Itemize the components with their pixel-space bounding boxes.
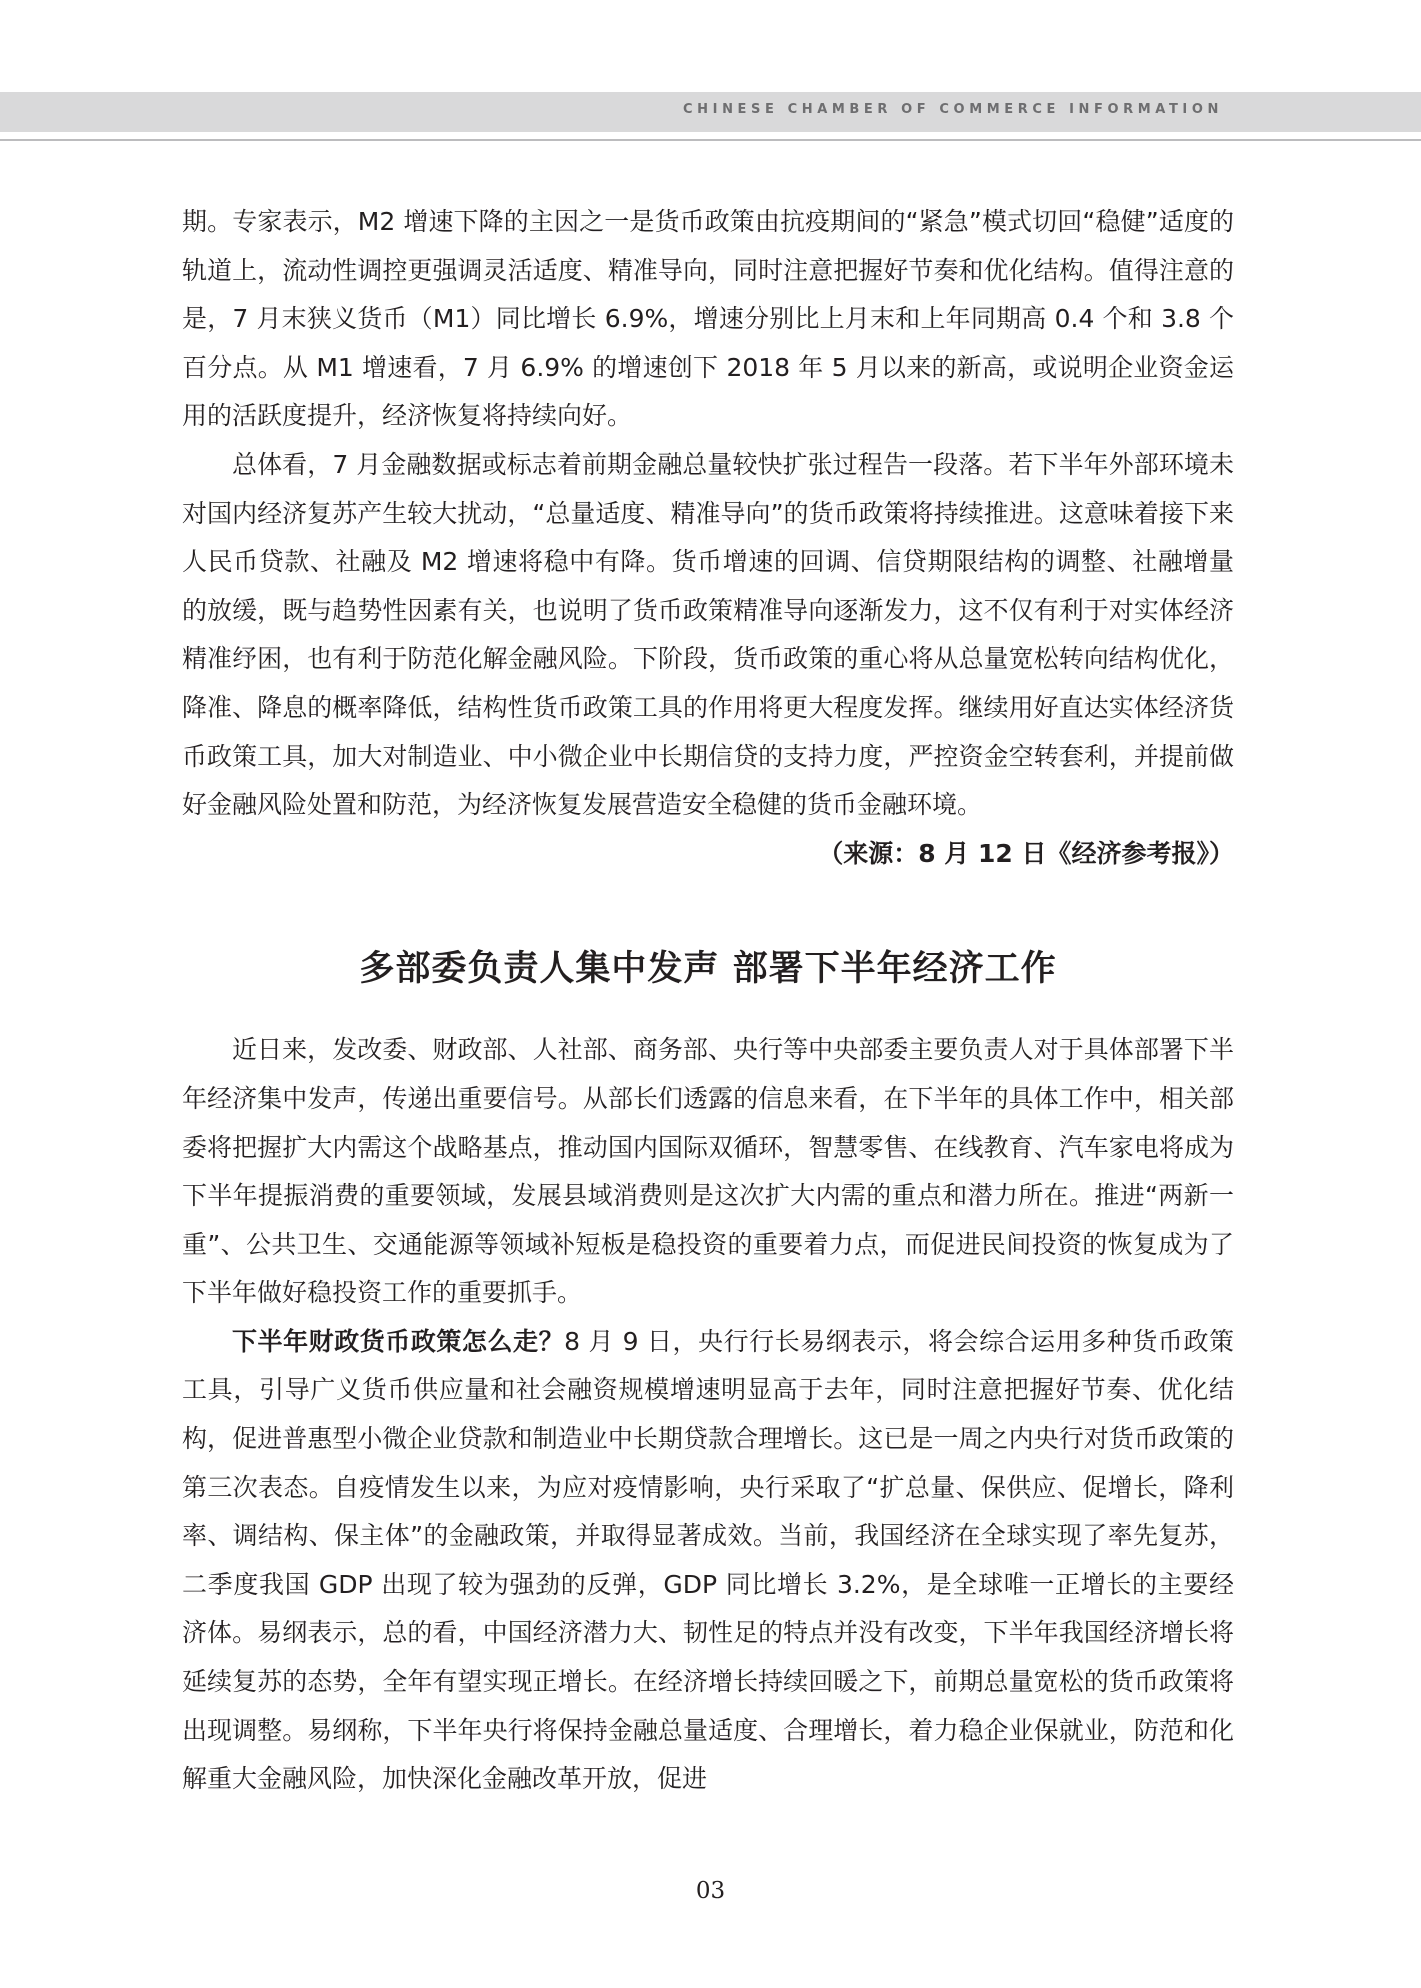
article2-paragraph-2 — [182, 1318, 1234, 1804]
article1-paragraph-2-wrap — [182, 441, 1234, 878]
article1-paragraph-2 — [182, 441, 1234, 868]
source-citation: （来源：8 月 12 日《经济参考报》） — [818, 838, 1234, 868]
article2-paragraph-2-body: 8 月 9 日，央行行长易纲表示，将会综合运用多种货币政策工具，引导广义货币供应量和社会融资规模增速明显高于去年，同时注意把握好节奏、优化结构，促进普惠型小微企业贷款和制造业中长期贷款合理增长。这已是一周之内央行对货币政策的第三次表态。自疫情发生以来，为应对疫情影响，央行采取了“扩总量、保供应、促增长，降利率、调结构、保主体”的金融政策，并取得显著成效。当前，我国经济在全球实现了率先复苏，二季度我国 GDP 出现了较为强劲的反弹，GDP 同比增长 3.2%，是全球唯一正增长的主要经济体。易纲表示，总的看，中国经济潜力大、韧性足的特点并没有改变，下半年我国经济增长将延续复苏的态势，全年有望实现正增长。在经济增长持续回暖之下，前期总量宽松的货币政策将出现调整。易纲称，下半年央行将保持金融总量适度、合理增长，着力稳企业保就业，防范和化解重大金融风险，加快深化金融改革开放，促进 — [182, 1326, 1234, 1794]
article2-paragraph-2-lead: 下半年财政货币政策怎么走？ — [232, 1326, 565, 1356]
article2-title: 多部委负责人集中发声 部署下半年经济工作 — [359, 949, 1057, 990]
running-header: CHINESE CHAMBER OF COMMERCE INFORMATION — [683, 102, 1223, 117]
page-number: 03 — [695, 1878, 726, 1904]
article2-paragraph-1: 近日来，发改委、财政部、人社部、商务部、央行等中央部委主要负责人对于具体部署下半年经济集中发声，传递出重要信号。从部长们透露的信息来看，在下半年的具体工作中，相关部委将把握扩大内需这个战略基点，推动国内国际双循环，智慧零售、在线教育、汽车家电将成为下半年提振消费的重要领域，发展县域消费则是这次扩大内需的重点和潜力所在。推进“两新一重”、公共卫生、交通能源等领域补短板是稳投资的重要着力点，而促进民间投资的恢复成为了下半年做好稳投资工作的重要抓手。 — [182, 1035, 1234, 1308]
article1-paragraph-2-text: 总体看，7 月金融数据或标志着前期金融总量较快扩张过程告一段落。若下半年外部环境未对国内经济复苏产生较大扰动，“总量适度、精准导向”的货币政策将持续推进。这意味着接下来人民币贷款、社融及 M2 增速将稳中有降。货币增速的回调、信贷期限结构的调整、社融增量的放缓，既与趋势性因素有关，也说明了货币政策精准导向逐渐发力，这不仅有利于对实体经济精准纾困，也有利于防范化解金融风险。下阶段，货币政策的重心将从总量宽松转向结构优化，降准、降息的概率降低，结构性货币政策工具的作用将更大程度发挥。继续用好直达实体经济货币政策工具，加大对制造业、中小微企业中长期信贷的支持力度，严控资金空转套利，并提前做好金融风险处置和防范，为经济恢复发展营造安全稳健的货币金融环境。 — [182, 449, 1234, 820]
header-divider — [0, 139, 1421, 141]
article1-paragraph-1: 期。专家表示，M2 增速下降的主因之一是货币政策由抗疫期间的“紧急”模式切回“稳健”适度的轨道上，流动性调控更强调灵活适度、精准导向，同时注意把握好节奏和优化结构。值得注意的是，7 月末狭义货币（M1）同比增长 6.9%，增速分别比上月末和上年同期高 0.4 个和 3.8 个百分点。从 M1 增速看，7 月 6.9% 的增速创下 2018 年 5 月以来的新高，或说明企业资金运用的活跃度提升，经济恢复将持续向好。 — [182, 207, 1234, 431]
page-content — [182, 198, 1234, 1804]
